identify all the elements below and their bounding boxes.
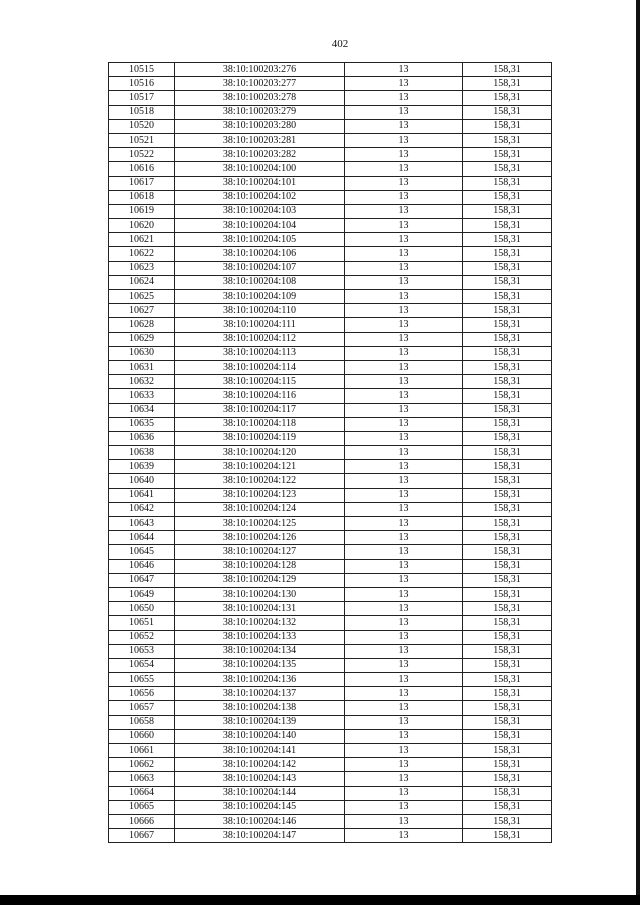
table-row bbox=[109, 375, 552, 389]
record-number-cell: 10622 bbox=[109, 247, 175, 261]
table-row bbox=[109, 346, 552, 360]
record-number-cell: 10655 bbox=[109, 673, 175, 687]
record-number-cell: 10522 bbox=[109, 148, 175, 162]
record-number-cell: 10657 bbox=[109, 701, 175, 715]
area-cell: 158,31 bbox=[463, 431, 552, 445]
area-cell: 158,31 bbox=[463, 460, 552, 474]
area-cell: 158,31 bbox=[463, 403, 552, 417]
table-row bbox=[109, 204, 552, 218]
area-cell: 158,31 bbox=[463, 545, 552, 559]
zone-cell: 13 bbox=[345, 304, 463, 318]
record-number-cell: 10639 bbox=[109, 460, 175, 474]
zone-cell: 13 bbox=[345, 517, 463, 531]
table-row bbox=[109, 304, 552, 318]
table-row bbox=[109, 133, 552, 147]
zone-cell: 13 bbox=[345, 630, 463, 644]
zone-cell: 13 bbox=[345, 162, 463, 176]
record-number-cell: 10634 bbox=[109, 403, 175, 417]
table-row bbox=[109, 531, 552, 545]
cadastral-number-cell: 38:10:100204:132 bbox=[175, 616, 345, 630]
zone-cell: 13 bbox=[345, 261, 463, 275]
table-row bbox=[109, 786, 552, 800]
table-row bbox=[109, 573, 552, 587]
scan-bottom-bar bbox=[0, 895, 640, 905]
table-row bbox=[109, 673, 552, 687]
record-number-cell: 10623 bbox=[109, 261, 175, 275]
zone-cell: 13 bbox=[345, 389, 463, 403]
cadastral-number-cell: 38:10:100204:103 bbox=[175, 204, 345, 218]
record-number-cell: 10618 bbox=[109, 190, 175, 204]
zone-cell: 13 bbox=[345, 559, 463, 573]
table-row bbox=[109, 800, 552, 814]
zone-cell: 13 bbox=[345, 545, 463, 559]
zone-cell: 13 bbox=[345, 247, 463, 261]
record-number-cell: 10628 bbox=[109, 318, 175, 332]
cadastral-number-cell: 38:10:100204:102 bbox=[175, 190, 345, 204]
zone-cell: 13 bbox=[345, 658, 463, 672]
table-row bbox=[109, 602, 552, 616]
area-cell: 158,31 bbox=[463, 715, 552, 729]
table-row bbox=[109, 91, 552, 105]
area-cell: 158,31 bbox=[463, 332, 552, 346]
area-cell: 158,31 bbox=[463, 247, 552, 261]
area-cell: 158,31 bbox=[463, 389, 552, 403]
area-cell: 158,31 bbox=[463, 304, 552, 318]
table-row bbox=[109, 389, 552, 403]
zone-cell: 13 bbox=[345, 474, 463, 488]
area-cell: 158,31 bbox=[463, 800, 552, 814]
cadastral-number-cell: 38:10:100204:134 bbox=[175, 644, 345, 658]
area-cell: 158,31 bbox=[463, 162, 552, 176]
record-number-cell: 10625 bbox=[109, 290, 175, 304]
zone-cell: 13 bbox=[345, 531, 463, 545]
record-number-cell: 10631 bbox=[109, 360, 175, 374]
cadastral-number-cell: 38:10:100204:116 bbox=[175, 389, 345, 403]
table-row bbox=[109, 729, 552, 743]
zone-cell: 13 bbox=[345, 105, 463, 119]
table-row bbox=[109, 360, 552, 374]
table-row bbox=[109, 687, 552, 701]
record-number-cell: 10643 bbox=[109, 517, 175, 531]
record-number-cell: 10667 bbox=[109, 829, 175, 843]
record-number-cell: 10627 bbox=[109, 304, 175, 318]
area-cell: 158,31 bbox=[463, 673, 552, 687]
cadastral-number-cell: 38:10:100203:281 bbox=[175, 133, 345, 147]
area-cell: 158,31 bbox=[463, 502, 552, 516]
record-number-cell: 10636 bbox=[109, 431, 175, 445]
record-number-cell: 10620 bbox=[109, 219, 175, 233]
zone-cell: 13 bbox=[345, 417, 463, 431]
area-cell: 158,31 bbox=[463, 644, 552, 658]
cadastral-number-cell: 38:10:100204:128 bbox=[175, 559, 345, 573]
area-cell: 158,31 bbox=[463, 91, 552, 105]
record-number-cell: 10658 bbox=[109, 715, 175, 729]
cadastral-number-cell: 38:10:100204:129 bbox=[175, 573, 345, 587]
zone-cell: 13 bbox=[345, 673, 463, 687]
cadastral-number-cell: 38:10:100204:133 bbox=[175, 630, 345, 644]
zone-cell: 13 bbox=[345, 119, 463, 133]
record-number-cell: 10666 bbox=[109, 814, 175, 828]
zone-cell: 13 bbox=[345, 91, 463, 105]
zone-cell: 13 bbox=[345, 744, 463, 758]
zone-cell: 13 bbox=[345, 488, 463, 502]
area-cell: 158,31 bbox=[463, 559, 552, 573]
cadastral-number-cell: 38:10:100204:120 bbox=[175, 446, 345, 460]
record-number-cell: 10651 bbox=[109, 616, 175, 630]
table-row bbox=[109, 587, 552, 601]
record-number-cell: 10633 bbox=[109, 389, 175, 403]
zone-cell: 13 bbox=[345, 800, 463, 814]
table-row bbox=[109, 190, 552, 204]
zone-cell: 13 bbox=[345, 318, 463, 332]
area-cell: 158,31 bbox=[463, 729, 552, 743]
zone-cell: 13 bbox=[345, 290, 463, 304]
cadastral-number-cell: 38:10:100204:125 bbox=[175, 517, 345, 531]
zone-cell: 13 bbox=[345, 219, 463, 233]
area-cell: 158,31 bbox=[463, 687, 552, 701]
cadastral-number-cell: 38:10:100204:105 bbox=[175, 233, 345, 247]
cadastral-number-cell: 38:10:100204:146 bbox=[175, 814, 345, 828]
zone-cell: 13 bbox=[345, 431, 463, 445]
cadastral-number-cell: 38:10:100204:144 bbox=[175, 786, 345, 800]
record-number-cell: 10616 bbox=[109, 162, 175, 176]
area-cell: 158,31 bbox=[463, 176, 552, 190]
record-number-cell: 10518 bbox=[109, 105, 175, 119]
cadastral-number-cell: 38:10:100204:115 bbox=[175, 375, 345, 389]
zone-cell: 13 bbox=[345, 573, 463, 587]
zone-cell: 13 bbox=[345, 375, 463, 389]
cadastral-number-cell: 38:10:100204:139 bbox=[175, 715, 345, 729]
table-row bbox=[109, 658, 552, 672]
cadastral-number-cell: 38:10:100204:121 bbox=[175, 460, 345, 474]
table-row bbox=[109, 758, 552, 772]
zone-cell: 13 bbox=[345, 587, 463, 601]
zone-cell: 13 bbox=[345, 616, 463, 630]
table-row bbox=[109, 715, 552, 729]
cadastral-number-cell: 38:10:100204:140 bbox=[175, 729, 345, 743]
area-cell: 158,31 bbox=[463, 587, 552, 601]
table-row bbox=[109, 446, 552, 460]
zone-cell: 13 bbox=[345, 233, 463, 247]
cadastral-number-cell: 38:10:100204:108 bbox=[175, 275, 345, 289]
record-number-cell: 10660 bbox=[109, 729, 175, 743]
cadastral-number-cell: 38:10:100204:141 bbox=[175, 744, 345, 758]
area-cell: 158,31 bbox=[463, 261, 552, 275]
record-number-cell: 10664 bbox=[109, 786, 175, 800]
cadastral-number-cell: 38:10:100204:143 bbox=[175, 772, 345, 786]
table-row bbox=[109, 219, 552, 233]
cadastral-number-cell: 38:10:100204:107 bbox=[175, 261, 345, 275]
cadastral-number-cell: 38:10:100204:145 bbox=[175, 800, 345, 814]
area-cell: 158,31 bbox=[463, 133, 552, 147]
table-row bbox=[109, 176, 552, 190]
zone-cell: 13 bbox=[345, 460, 463, 474]
record-number-cell: 10638 bbox=[109, 446, 175, 460]
zone-cell: 13 bbox=[345, 715, 463, 729]
table-row bbox=[109, 460, 552, 474]
record-number-cell: 10624 bbox=[109, 275, 175, 289]
zone-cell: 13 bbox=[345, 332, 463, 346]
table-row bbox=[109, 318, 552, 332]
cadastral-number-cell: 38:10:100204:137 bbox=[175, 687, 345, 701]
zone-cell: 13 bbox=[345, 360, 463, 374]
table-row bbox=[109, 488, 552, 502]
record-number-cell: 10516 bbox=[109, 77, 175, 91]
area-cell: 158,31 bbox=[463, 219, 552, 233]
cadastral-number-cell: 38:10:100204:127 bbox=[175, 545, 345, 559]
table-body bbox=[109, 63, 552, 843]
table-row bbox=[109, 63, 552, 77]
zone-cell: 13 bbox=[345, 772, 463, 786]
zone-cell: 13 bbox=[345, 346, 463, 360]
zone-cell: 13 bbox=[345, 729, 463, 743]
zone-cell: 13 bbox=[345, 190, 463, 204]
cadastral-number-cell: 38:10:100203:276 bbox=[175, 63, 345, 77]
table-row bbox=[109, 616, 552, 630]
area-cell: 158,31 bbox=[463, 148, 552, 162]
area-cell: 158,31 bbox=[463, 531, 552, 545]
area-cell: 158,31 bbox=[463, 758, 552, 772]
table-row bbox=[109, 162, 552, 176]
record-number-cell: 10630 bbox=[109, 346, 175, 360]
zone-cell: 13 bbox=[345, 275, 463, 289]
area-cell: 158,31 bbox=[463, 474, 552, 488]
cadastral-number-cell: 38:10:100203:282 bbox=[175, 148, 345, 162]
zone-cell: 13 bbox=[345, 77, 463, 91]
zone-cell: 13 bbox=[345, 148, 463, 162]
cadastral-number-cell: 38:10:100204:130 bbox=[175, 587, 345, 601]
cadastral-number-cell: 38:10:100204:112 bbox=[175, 332, 345, 346]
area-cell: 158,31 bbox=[463, 375, 552, 389]
zone-cell: 13 bbox=[345, 644, 463, 658]
table-row bbox=[109, 431, 552, 445]
cadastral-number-cell: 38:10:100204:114 bbox=[175, 360, 345, 374]
area-cell: 158,31 bbox=[463, 360, 552, 374]
table-row bbox=[109, 517, 552, 531]
table-row bbox=[109, 417, 552, 431]
table-row bbox=[109, 772, 552, 786]
cadastral-number-cell: 38:10:100203:278 bbox=[175, 91, 345, 105]
table-row bbox=[109, 474, 552, 488]
table-row bbox=[109, 77, 552, 91]
cadastral-number-cell: 38:10:100204:109 bbox=[175, 290, 345, 304]
record-number-cell: 10629 bbox=[109, 332, 175, 346]
area-cell: 158,31 bbox=[463, 77, 552, 91]
scan-right-edge bbox=[636, 0, 640, 905]
record-number-cell: 10517 bbox=[109, 91, 175, 105]
area-cell: 158,31 bbox=[463, 346, 552, 360]
cadastral-number-cell: 38:10:100204:111 bbox=[175, 318, 345, 332]
zone-cell: 13 bbox=[345, 403, 463, 417]
table-row bbox=[109, 744, 552, 758]
cadastral-number-cell: 38:10:100204:126 bbox=[175, 531, 345, 545]
record-number-cell: 10647 bbox=[109, 573, 175, 587]
area-cell: 158,31 bbox=[463, 630, 552, 644]
table-row bbox=[109, 559, 552, 573]
cadastral-number-cell: 38:10:100203:279 bbox=[175, 105, 345, 119]
cadastral-number-cell: 38:10:100204:113 bbox=[175, 346, 345, 360]
zone-cell: 13 bbox=[345, 176, 463, 190]
record-number-cell: 10515 bbox=[109, 63, 175, 77]
cadastral-number-cell: 38:10:100203:280 bbox=[175, 119, 345, 133]
zone-cell: 13 bbox=[345, 814, 463, 828]
cadastral-number-cell: 38:10:100203:277 bbox=[175, 77, 345, 91]
record-number-cell: 10521 bbox=[109, 133, 175, 147]
area-cell: 158,31 bbox=[463, 204, 552, 218]
record-number-cell: 10621 bbox=[109, 233, 175, 247]
area-cell: 158,31 bbox=[463, 119, 552, 133]
area-cell: 158,31 bbox=[463, 190, 552, 204]
area-cell: 158,31 bbox=[463, 417, 552, 431]
table-row bbox=[109, 630, 552, 644]
cadastral-number-cell: 38:10:100204:131 bbox=[175, 602, 345, 616]
zone-cell: 13 bbox=[345, 786, 463, 800]
record-number-cell: 10653 bbox=[109, 644, 175, 658]
record-number-cell: 10640 bbox=[109, 474, 175, 488]
record-number-cell: 10520 bbox=[109, 119, 175, 133]
area-cell: 158,31 bbox=[463, 772, 552, 786]
cadastral-number-cell: 38:10:100204:147 bbox=[175, 829, 345, 843]
record-number-cell: 10619 bbox=[109, 204, 175, 218]
table-row bbox=[109, 502, 552, 516]
table-row bbox=[109, 105, 552, 119]
record-number-cell: 10642 bbox=[109, 502, 175, 516]
table-row bbox=[109, 261, 552, 275]
area-cell: 158,31 bbox=[463, 446, 552, 460]
area-cell: 158,31 bbox=[463, 602, 552, 616]
table-row bbox=[109, 233, 552, 247]
table-row bbox=[109, 403, 552, 417]
cadastral-number-cell: 38:10:100204:142 bbox=[175, 758, 345, 772]
table-row bbox=[109, 119, 552, 133]
cadastral-number-cell: 38:10:100204:123 bbox=[175, 488, 345, 502]
record-number-cell: 10646 bbox=[109, 559, 175, 573]
zone-cell: 13 bbox=[345, 446, 463, 460]
record-number-cell: 10650 bbox=[109, 602, 175, 616]
cadastral-number-cell: 38:10:100204:100 bbox=[175, 162, 345, 176]
area-cell: 158,31 bbox=[463, 488, 552, 502]
area-cell: 158,31 bbox=[463, 233, 552, 247]
table-row bbox=[109, 290, 552, 304]
cadastral-number-cell: 38:10:100204:135 bbox=[175, 658, 345, 672]
record-number-cell: 10663 bbox=[109, 772, 175, 786]
zone-cell: 13 bbox=[345, 133, 463, 147]
area-cell: 158,31 bbox=[463, 701, 552, 715]
area-cell: 158,31 bbox=[463, 616, 552, 630]
table-row bbox=[109, 644, 552, 658]
cadastral-number-cell: 38:10:100204:104 bbox=[175, 219, 345, 233]
cadastral-number-cell: 38:10:100204:138 bbox=[175, 701, 345, 715]
record-number-cell: 10665 bbox=[109, 800, 175, 814]
record-number-cell: 10641 bbox=[109, 488, 175, 502]
cadastral-number-cell: 38:10:100204:119 bbox=[175, 431, 345, 445]
zone-cell: 13 bbox=[345, 829, 463, 843]
cadastral-number-cell: 38:10:100204:117 bbox=[175, 403, 345, 417]
area-cell: 158,31 bbox=[463, 658, 552, 672]
zone-cell: 13 bbox=[345, 502, 463, 516]
cadastral-number-cell: 38:10:100204:110 bbox=[175, 304, 345, 318]
record-number-cell: 10661 bbox=[109, 744, 175, 758]
cadastral-number-cell: 38:10:100204:122 bbox=[175, 474, 345, 488]
table-row bbox=[109, 247, 552, 261]
cadastral-number-cell: 38:10:100204:101 bbox=[175, 176, 345, 190]
area-cell: 158,31 bbox=[463, 814, 552, 828]
record-number-cell: 10644 bbox=[109, 531, 175, 545]
cadastral-number-cell: 38:10:100204:124 bbox=[175, 502, 345, 516]
zone-cell: 13 bbox=[345, 204, 463, 218]
zone-cell: 13 bbox=[345, 687, 463, 701]
area-cell: 158,31 bbox=[463, 517, 552, 531]
zone-cell: 13 bbox=[345, 701, 463, 715]
cadastral-number-cell: 38:10:100204:106 bbox=[175, 247, 345, 261]
area-cell: 158,31 bbox=[463, 290, 552, 304]
record-number-cell: 10645 bbox=[109, 545, 175, 559]
record-number-cell: 10652 bbox=[109, 630, 175, 644]
zone-cell: 13 bbox=[345, 63, 463, 77]
zone-cell: 13 bbox=[345, 602, 463, 616]
record-number-cell: 10656 bbox=[109, 687, 175, 701]
record-number-cell: 10632 bbox=[109, 375, 175, 389]
area-cell: 158,31 bbox=[463, 105, 552, 119]
area-cell: 158,31 bbox=[463, 275, 552, 289]
area-cell: 158,31 bbox=[463, 573, 552, 587]
table-row bbox=[109, 332, 552, 346]
area-cell: 158,31 bbox=[463, 744, 552, 758]
area-cell: 158,31 bbox=[463, 786, 552, 800]
cadastral-table bbox=[108, 62, 552, 843]
table-row bbox=[109, 814, 552, 828]
area-cell: 158,31 bbox=[463, 829, 552, 843]
area-cell: 158,31 bbox=[463, 63, 552, 77]
record-number-cell: 10635 bbox=[109, 417, 175, 431]
record-number-cell: 10654 bbox=[109, 658, 175, 672]
table-row bbox=[109, 701, 552, 715]
zone-cell: 13 bbox=[345, 758, 463, 772]
record-number-cell: 10662 bbox=[109, 758, 175, 772]
cadastral-number-cell: 38:10:100204:136 bbox=[175, 673, 345, 687]
cadastral-number-cell: 38:10:100204:118 bbox=[175, 417, 345, 431]
table-row bbox=[109, 148, 552, 162]
record-number-cell: 10617 bbox=[109, 176, 175, 190]
record-number-cell: 10649 bbox=[109, 587, 175, 601]
table-row bbox=[109, 829, 552, 843]
area-cell: 158,31 bbox=[463, 318, 552, 332]
table-row bbox=[109, 545, 552, 559]
table-row bbox=[109, 275, 552, 289]
page-number: 402 bbox=[331, 38, 349, 50]
